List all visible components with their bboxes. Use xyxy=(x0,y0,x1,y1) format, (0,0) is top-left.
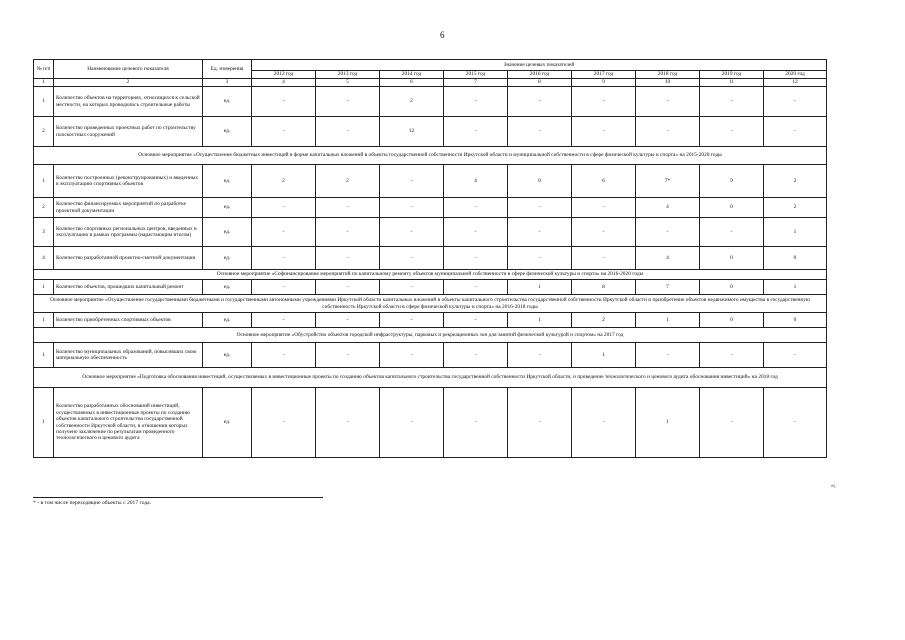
value-cell: - xyxy=(572,117,636,147)
value-cell: - xyxy=(252,198,316,218)
indicator-name: Количество финансируемых мероприятий по разработке проектной документации xyxy=(54,198,203,218)
indicator-name: Количество разработанных обоснований инвестиций, осуществляемых в инвестиционные проекты по созданию объектов капитального строительства государственной собственности Иркутской области, в отношении которых получено заключение по результатам проведенного технологического и ценового аудита xyxy=(54,388,203,458)
section-row xyxy=(34,295,827,313)
table-row xyxy=(34,218,827,247)
table-row xyxy=(34,117,827,147)
value-cell: - xyxy=(316,388,380,458)
header-unit: Ед. измерения xyxy=(203,60,252,79)
value-cell: 0 xyxy=(508,165,572,198)
unit-cell: ед. xyxy=(203,165,252,198)
unit-cell: ед. xyxy=(203,198,252,218)
indicators-table xyxy=(33,59,827,458)
header-year: 2013 год xyxy=(316,71,380,79)
value-cell: - xyxy=(316,313,380,328)
value-cell: - xyxy=(316,218,380,247)
row-number: 2 xyxy=(34,117,54,147)
value-cell: 1 xyxy=(572,343,636,368)
value-cell: - xyxy=(444,87,508,117)
header-year: 2020 год xyxy=(764,71,827,79)
unit-cell: ед. xyxy=(203,388,252,458)
value-cell: - xyxy=(508,198,572,218)
value-cell: - xyxy=(380,313,444,328)
value-cell: 2 xyxy=(316,165,380,198)
value-cell: - xyxy=(316,117,380,147)
table-row xyxy=(34,247,827,270)
value-cell: 12 xyxy=(380,117,444,147)
value-cell: - xyxy=(444,218,508,247)
unit-cell: ед. xyxy=(203,343,252,368)
header-column-index: 12 xyxy=(764,79,827,87)
value-cell: - xyxy=(252,343,316,368)
value-cell: - xyxy=(380,388,444,458)
header-column-index: 6 xyxy=(380,79,444,87)
value-cell: 0 xyxy=(700,313,764,328)
value-cell: - xyxy=(252,117,316,147)
value-cell: - xyxy=(444,313,508,328)
value-cell: - xyxy=(508,247,572,270)
section-title: Основное мероприятие «Обустройство объектов городской инфраструктуры, парковых и рекреационных зон для занятий физической культурой и спортом» на 2017 год xyxy=(34,328,827,343)
indicator-name: Количество объектов на территориях, относящихся к сельской местности, на которых проводились строительные работы xyxy=(54,87,203,117)
header-column-index: 7 xyxy=(444,79,508,87)
section-row xyxy=(34,147,827,165)
indicators-table-container xyxy=(33,59,826,458)
value-cell: 7* xyxy=(636,165,700,198)
row-number: 3 xyxy=(34,218,54,247)
value-cell: - xyxy=(636,117,700,147)
value-cell: - xyxy=(380,198,444,218)
section-title: Основное мероприятие «Осуществление государственными бюджетными и государственными автономными учреждениями Иркутской области капитальных вложений в объекты капитального строительства государственной собственности Иркутской области и приобретение объектов недвижимого имущества в государственную собственность Иркутской области в сфере физической культуры и спорта» на 2016-2018 годы xyxy=(34,295,827,313)
table-row xyxy=(34,280,827,295)
value-cell: - xyxy=(380,280,444,295)
header-year: 2016 год xyxy=(508,71,572,79)
value-cell: 4 xyxy=(636,198,700,218)
value-cell: 9 xyxy=(700,165,764,198)
value-cell: - xyxy=(252,280,316,295)
unit-cell: ед. xyxy=(203,280,252,295)
row-number: 1 xyxy=(34,313,54,328)
table-row xyxy=(34,388,827,458)
unit-cell: ед. xyxy=(203,87,252,117)
value-cell: - xyxy=(700,218,764,247)
value-cell: 0 xyxy=(764,313,827,328)
table-row xyxy=(34,198,827,218)
header-column-index: 5 xyxy=(316,79,380,87)
value-cell: - xyxy=(700,87,764,117)
value-cell: - xyxy=(252,313,316,328)
value-cell: 1 xyxy=(764,218,827,247)
value-cell: - xyxy=(252,218,316,247)
value-cell: 2 xyxy=(380,87,444,117)
row-number: 1 xyxy=(34,388,54,458)
header-year: 2017 год xyxy=(572,71,636,79)
value-cell: 2 xyxy=(764,198,827,218)
value-cell: 0 xyxy=(700,280,764,295)
header-year: 2012 год xyxy=(252,71,316,79)
value-cell: 1 xyxy=(508,280,572,295)
footnote: * - в том числе переходящие объекты с 2017 года. xyxy=(33,500,152,506)
value-cell: - xyxy=(572,87,636,117)
unit-cell: ед. xyxy=(203,117,252,147)
indicator-name: Количество построенных (реконструированных) и введенных в эксплуатацию спортивных объектов xyxy=(54,165,203,198)
indicator-name: Количество разработанной проектно-сметной документации xyxy=(54,247,203,270)
indicator-name: Количество объектов, прошедших капитальный ремонт xyxy=(54,280,203,295)
value-cell: 4 xyxy=(636,247,700,270)
value-cell: - xyxy=(252,87,316,117)
header-name: Наименование целевого показателя xyxy=(54,60,203,79)
unit-cell: ед. xyxy=(203,247,252,270)
footnote-divider xyxy=(33,497,323,498)
value-cell: - xyxy=(572,388,636,458)
value-cell: - xyxy=(508,87,572,117)
section-row xyxy=(34,270,827,280)
header-column-index: 3 xyxy=(203,79,252,87)
value-cell: - xyxy=(316,247,380,270)
value-cell: - xyxy=(572,218,636,247)
value-cell: - xyxy=(764,388,827,458)
row-number: 1 xyxy=(34,343,54,368)
row-number: 1 xyxy=(34,87,54,117)
value-cell: - xyxy=(572,198,636,218)
indicator-name: Количество спортивных региональных центров, введенных в эксплуатацию в рамках программы (нарастающим итогом) xyxy=(54,218,203,247)
value-cell: - xyxy=(444,247,508,270)
value-cell: - xyxy=(636,87,700,117)
page-number: 6 xyxy=(440,30,445,40)
value-cell: 1 xyxy=(508,313,572,328)
corner-mark: · xyxy=(862,8,864,13)
table-row xyxy=(34,313,827,328)
value-cell: - xyxy=(764,343,827,368)
unit-cell: ед. xyxy=(203,218,252,247)
section-title: Основное мероприятие «Подготовка обоснования инвестиций, осуществляемых в инвестиционные проекты по созданию объектов капитального строительства государственной собственности Иркутской области, и проведение технологического и ценового аудита обоснования инвестиций» на 2018 год xyxy=(34,368,827,388)
value-cell: - xyxy=(700,343,764,368)
value-cell: - xyxy=(252,388,316,458)
table-row xyxy=(34,343,827,368)
after-table-mark: »; xyxy=(831,483,836,489)
value-cell: 0 xyxy=(700,198,764,218)
value-cell: 2 xyxy=(252,165,316,198)
value-cell: 2 xyxy=(572,313,636,328)
value-cell: - xyxy=(508,343,572,368)
value-cell: 0 xyxy=(764,247,827,270)
value-cell: - xyxy=(316,198,380,218)
header-year: 2015 год xyxy=(444,71,508,79)
indicator-name: Количество муниципальных образований, повысивших свою материальную обеспеченность xyxy=(54,343,203,368)
table-body xyxy=(34,87,827,458)
row-number: 2 xyxy=(34,198,54,218)
section-title: Основное мероприятие «Софинансирование мероприятий по капитальному ремонту объектов муниципальной собственности в сфере физической культуры и спорта» на 2016-2020 годы xyxy=(34,270,827,280)
indicator-name: Количество проведенных проектных работ по строительству плоскостных сооружений xyxy=(54,117,203,147)
unit-cell: ед. xyxy=(203,313,252,328)
row-number: 1 xyxy=(34,280,54,295)
value-cell: - xyxy=(764,117,827,147)
value-cell: 7 xyxy=(636,280,700,295)
value-cell: 6 xyxy=(572,165,636,198)
value-cell: - xyxy=(380,247,444,270)
header-column-index: 2 xyxy=(54,79,203,87)
section-title: Основное мероприятие «Осуществление бюджетных инвестиций в форме капитальных вложений в объекты государственной собственности Иркутской области и муниципальной собственности в сфере физической культуры и спорта» на 2015-2020 годы xyxy=(34,147,827,165)
value-cell: - xyxy=(380,218,444,247)
value-cell: - xyxy=(252,247,316,270)
value-cell: - xyxy=(700,388,764,458)
value-cell: - xyxy=(444,117,508,147)
header-column-index: 11 xyxy=(700,79,764,87)
value-cell: - xyxy=(444,388,508,458)
value-cell: - xyxy=(444,198,508,218)
header-year: 2019 год xyxy=(700,71,764,79)
header-values-group: Значение целевых показателей xyxy=(252,60,827,71)
value-cell: - xyxy=(636,343,700,368)
value-cell: - xyxy=(444,343,508,368)
value-cell: - xyxy=(508,117,572,147)
value-cell: - xyxy=(380,343,444,368)
value-cell: - xyxy=(508,218,572,247)
header-year: 2018 год xyxy=(636,71,700,79)
value-cell: - xyxy=(316,343,380,368)
value-cell: - xyxy=(700,117,764,147)
value-cell: - xyxy=(316,280,380,295)
section-row xyxy=(34,368,827,388)
value-cell: 1 xyxy=(636,313,700,328)
indicator-name: Количество приобретенных спортивных объектов xyxy=(54,313,203,328)
header-column-index: 4 xyxy=(252,79,316,87)
header-column-index: 9 xyxy=(572,79,636,87)
value-cell: 8 xyxy=(572,280,636,295)
table-header xyxy=(34,60,827,87)
section-row xyxy=(34,328,827,343)
value-cell: 0 xyxy=(700,247,764,270)
value-cell: - xyxy=(764,87,827,117)
header-column-index: 10 xyxy=(636,79,700,87)
value-cell: - xyxy=(508,388,572,458)
header-num: № п/п xyxy=(34,60,54,79)
header-column-index: 1 xyxy=(34,79,54,87)
value-cell: 2 xyxy=(764,165,827,198)
value-cell: - xyxy=(444,280,508,295)
header-column-index: 8 xyxy=(508,79,572,87)
value-cell: - xyxy=(316,87,380,117)
value-cell: 1 xyxy=(764,280,827,295)
table-row xyxy=(34,87,827,117)
table-row xyxy=(34,165,827,198)
value-cell: 1 xyxy=(636,388,700,458)
value-cell: 4 xyxy=(444,165,508,198)
value-cell: - xyxy=(380,165,444,198)
row-number: 4 xyxy=(34,247,54,270)
value-cell: - xyxy=(636,218,700,247)
header-year: 2014 год xyxy=(380,71,444,79)
value-cell: - xyxy=(572,247,636,270)
row-number: 1 xyxy=(34,165,54,198)
